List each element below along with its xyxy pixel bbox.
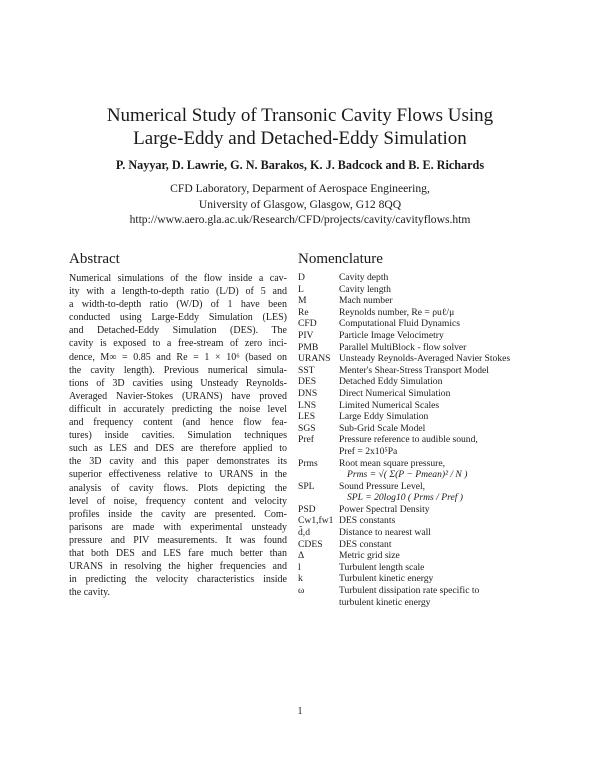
nomenclature-definition [339, 585, 548, 608]
nomenclature-definition [339, 539, 548, 551]
nomenclature-definition [339, 330, 548, 342]
abstract-line: Averaged Navier-Stokes (URANS) have proved [69, 390, 287, 402]
definition-formula: Prms = √( Σ(P − Pmean)² / N ) [347, 469, 468, 481]
nomenclature-definition [339, 342, 548, 354]
nomenclature-definition [339, 365, 548, 377]
abstract-line: the cavity. [69, 587, 111, 599]
nomenclature-definition [339, 295, 548, 307]
definition-text: Large Eddy Simulation [339, 411, 429, 423]
nomenclature-symbol: Δ [298, 550, 305, 562]
nomenclature-row [298, 318, 548, 330]
definition-text: Parallel MultiBlock - flow solver [339, 341, 467, 353]
definition-text: Detached Eddy Simulation [339, 376, 443, 388]
nomenclature-row [298, 550, 548, 562]
nomenclature-symbol: SGS [298, 422, 316, 434]
nomenclature-row [298, 562, 548, 574]
abstract-line: the 3D cavity and this paper demonstrates its [69, 456, 287, 468]
definition-text: DES constants [339, 515, 396, 527]
nomenclature-definition [339, 527, 548, 539]
abstract-line: conducted using Large-Eddy Simulation (LES) [69, 312, 287, 324]
affiliation-line: CFD Laboratory, Deparment of Aerospace Engineering, [170, 182, 430, 195]
nomenclature-row [298, 539, 548, 551]
abstract-line: difficult in accurately predicting the noise level [69, 403, 287, 415]
nomenclature-definition [339, 562, 548, 574]
definition-text: Turbulent length scale [339, 561, 425, 573]
nomenclature-symbol: URANS [298, 353, 331, 365]
definition-text: Direct Numerical Simulation [339, 387, 451, 399]
nomenclature-row [298, 284, 548, 296]
nomenclature-row [298, 295, 548, 307]
nomenclature-symbol: l [298, 561, 301, 573]
nomenclature-symbol: Cw1,fw1 [298, 515, 334, 527]
definition-text: Sub-Grid Scale Model [339, 422, 426, 434]
nomenclature-heading: Nomenclature [298, 251, 383, 267]
nomenclature-row [298, 585, 548, 608]
nomenclature-definition [339, 434, 548, 457]
nomenclature-row [298, 527, 548, 539]
abstract-line: superior effectiveness relative to URANS in the [69, 469, 287, 481]
abstract-line: ity with a length-to-depth ratio (L/D) of 5 and [69, 286, 287, 298]
nomenclature-symbol: CFD [298, 318, 317, 330]
nomenclature-definition [339, 272, 548, 284]
definition-continuation: Pref = 2x10⁵Pa [339, 445, 398, 457]
nomenclature-definition [339, 550, 548, 562]
project-url[interactable]: http://www.aero.gla.ac.uk/Research/CFD/projects/cavity/cavityflows.htm [129, 213, 471, 226]
nomenclature-row [298, 573, 548, 585]
abstract-line: such as LES and DES are therefore applied to [69, 443, 287, 455]
nomenclature-row [298, 376, 548, 388]
nomenclature-row [298, 365, 548, 377]
affiliation-line: University of Glasgow, Glasgow, G12 8QQ [198, 197, 402, 211]
abstract-line: cavity is exposed to a free-stream of zero inci- [69, 338, 287, 350]
nomenclature-symbol: LES [298, 411, 316, 423]
abstract-line: URANS in resolving the higher frequencies and [69, 561, 287, 573]
definition-text: Cavity length [339, 283, 391, 295]
nomenclature-symbol: DNS [298, 387, 318, 399]
nomenclature-symbol: Prms [298, 457, 318, 469]
nomenclature-definition [339, 400, 548, 412]
definition-text: Turbulent dissipation rate specific to [339, 585, 480, 597]
definition-formula: SPL = 20log10 ( Prms / Pref ) [347, 492, 464, 504]
abstract-line: analysis of cavity flows. Plots depicting the [69, 482, 287, 494]
nomenclature-row [298, 481, 548, 504]
nomenclature-row [298, 515, 548, 527]
definition-text: Distance to nearest wall [339, 527, 431, 539]
title-line-2: Large-Eddy and Detached-Eddy Simulation [133, 128, 467, 149]
nomenclature-row [298, 307, 548, 319]
definition-text: Cavity depth [339, 272, 389, 283]
nomenclature-symbol: k [298, 573, 303, 585]
abstract-line: a width-to-depth ratio (W/D) of 1 have been [69, 299, 287, 311]
definition-text: Turbulent kinetic energy [339, 573, 434, 585]
nomenclature-definition [339, 388, 548, 400]
definition-text: Computational Fluid Dynamics [339, 318, 460, 330]
definition-text: Root mean square pressure, [339, 457, 446, 469]
abstract-line: and Detached-Eddy Simulation (DES). The [69, 325, 287, 337]
nomenclature-definition [339, 307, 548, 319]
abstract-line: dence, M∞ = 0.85 and Re = 1 × 10⁶ (based on [69, 351, 287, 363]
abstract-line: tures) inside cavities. Simulation techniques [69, 430, 287, 442]
nomenclature-definition [339, 284, 548, 296]
page-number: 1 [297, 706, 303, 717]
nomenclature-symbol: ω [298, 585, 305, 597]
abstract-line: parisons are made with experimental unsteady [69, 521, 287, 533]
abstract-line: tions of 3D cavities using Unsteady Reynolds- [69, 377, 287, 389]
paper-title [40, 104, 560, 150]
nomenclature-symbol: SPL [298, 480, 315, 492]
definition-text: Sound Pressure Level, [339, 480, 426, 492]
definition-text: Unsteady Reynolds-Averaged Navier Stokes [339, 353, 511, 365]
definition-text: Limited Numerical Scales [339, 399, 440, 411]
nomenclature-row [298, 353, 548, 365]
abstract-line: the cavity length). Previous numerical simula- [69, 364, 287, 376]
nomenclature-definition [339, 423, 548, 435]
nomenclature-definition [339, 318, 548, 330]
nomenclature-symbol: PSD [298, 503, 316, 515]
definition-text: Pressure reference to audible sound, [339, 434, 478, 446]
nomenclature-symbol: D [298, 272, 305, 283]
abstract-body [69, 272, 287, 599]
nomenclature-symbol: PMB [298, 341, 319, 353]
nomenclature-row [298, 272, 548, 284]
nomenclature-symbol: L [298, 283, 304, 295]
title-line-1: Numerical Study of Transonic Cavity Flows Using [106, 105, 494, 126]
abstract-line: that both DES and LES fare much better than [69, 547, 287, 559]
definition-text: Particle Image Velocimetry [339, 329, 444, 341]
abstract-line: in predicting the velocity characteristics inside [69, 574, 287, 586]
nomenclature-definition [339, 376, 548, 388]
nomenclature-symbol: LNS [298, 399, 317, 411]
nomenclature-definition [339, 504, 548, 516]
abstract-heading: Abstract [69, 251, 120, 267]
definition-text: Metric grid size [339, 550, 400, 562]
nomenclature-definition [339, 353, 548, 365]
nomenclature-row [298, 423, 548, 435]
nomenclature-symbol: M [298, 295, 307, 307]
definition-text: Reynolds number, Re = ρuℓ/μ [339, 306, 455, 318]
nomenclature-definition [339, 573, 548, 585]
nomenclature-symbol: d̃,d [298, 527, 310, 539]
nomenclature-symbol: Pref [298, 434, 314, 446]
definition-continuation: turbulent kinetic energy [339, 596, 431, 608]
definition-text: Mach number [339, 295, 393, 307]
definition-text: Menter's Shear-Stress Transport Model [339, 364, 489, 376]
nomenclature-symbol: SST [298, 364, 315, 376]
nomenclature-list [298, 272, 548, 608]
abstract-line: profiles inside the cavity are presented. Com- [69, 508, 287, 520]
abstract-line: and frequency content (and hence flow fea- [69, 417, 287, 429]
nomenclature-row [298, 458, 548, 481]
definition-text: Power Spectral Density [339, 503, 430, 515]
nomenclature-symbol: Re [298, 306, 309, 318]
nomenclature-symbol: CDES [298, 538, 323, 550]
affiliation-block [40, 181, 560, 228]
abstract-line: pressure and PIV measurements. It was found [69, 534, 287, 546]
nomenclature-symbol: PIV [298, 329, 314, 341]
abstract-line: Numerical simulations of the flow inside a cav- [69, 273, 287, 284]
definition-text: DES constant [339, 538, 392, 550]
nomenclature-definition [339, 458, 548, 481]
nomenclature-row [298, 342, 548, 354]
nomenclature-definition [339, 411, 548, 423]
nomenclature-row [298, 388, 548, 400]
nomenclature-definition [339, 481, 548, 504]
nomenclature-row [298, 434, 548, 457]
nomenclature-definition [339, 515, 548, 527]
nomenclature-row [298, 411, 548, 423]
nomenclature-row [298, 330, 548, 342]
nomenclature-row [298, 504, 548, 516]
author-list: P. Nayyar, D. Lawrie, G. N. Barakos, K. J. Badcock and B. E. Richards [115, 158, 485, 172]
nomenclature-row [298, 400, 548, 412]
nomenclature-symbol: DES [298, 376, 317, 388]
abstract-line: level of noise, frequency content and velocity [69, 495, 287, 507]
